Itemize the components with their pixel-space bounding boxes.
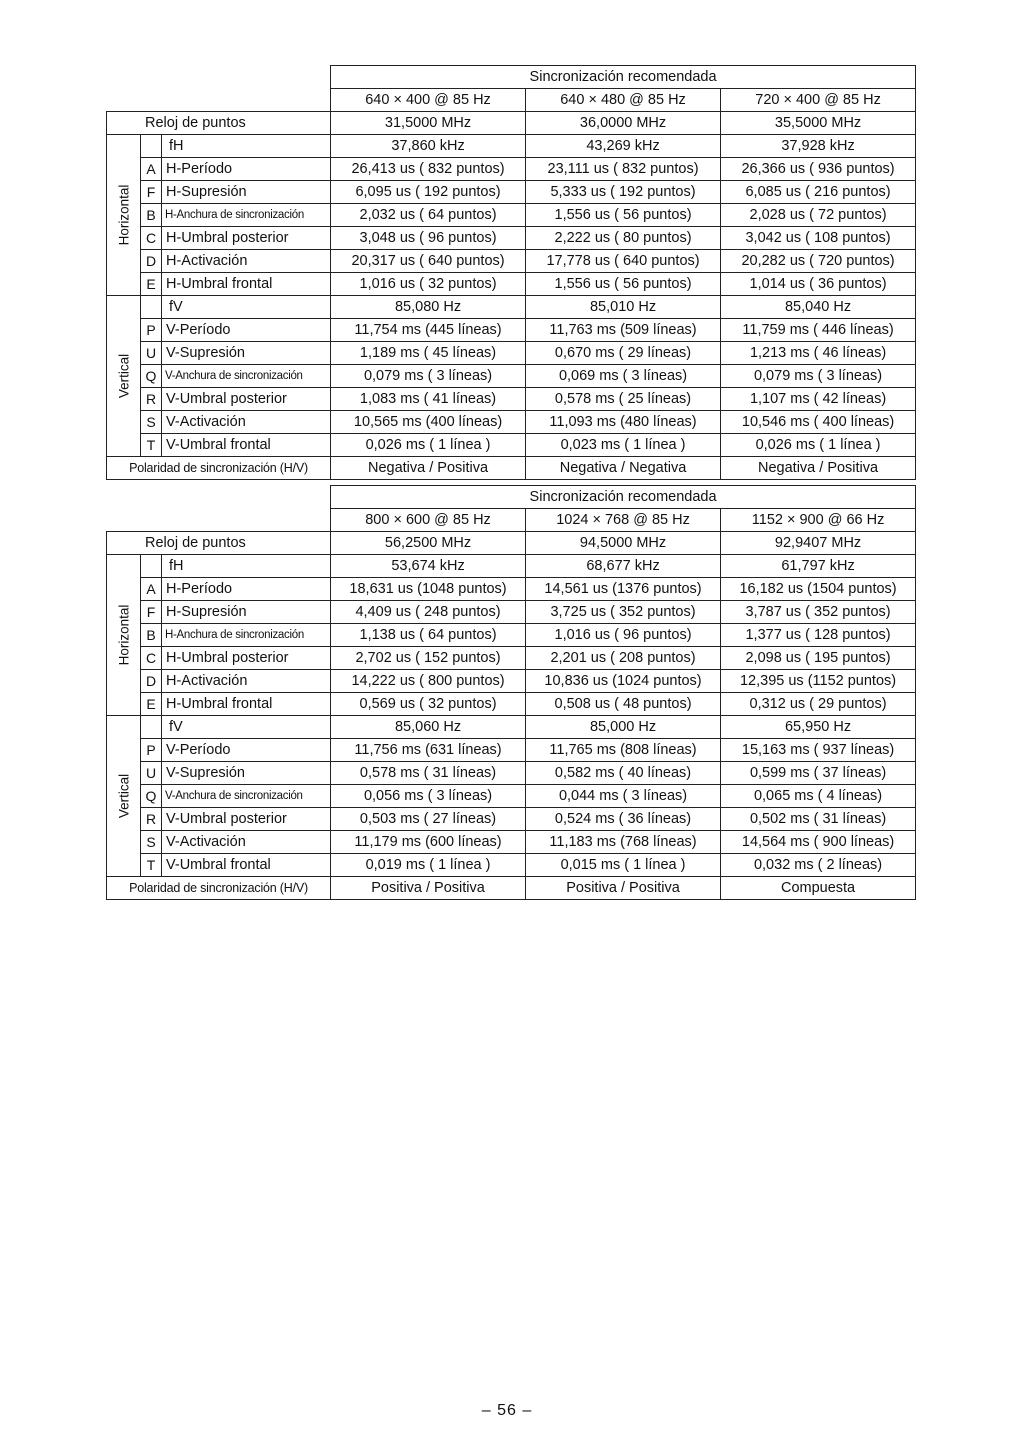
timing-value: 1,377 us ( 128 puntos) [721,624,916,647]
timing-letter: E [141,273,162,296]
timing-letter: B [141,204,162,227]
page-number: – 56 – [481,1402,533,1419]
horizontal-freq-label: fH [162,135,331,158]
timing-value: 26,366 us ( 936 puntos) [721,158,916,181]
timing-row [107,624,916,647]
dotclock-value: 31,5000 MHz [331,112,526,135]
horizontal-freq-value: 53,674 kHz [331,555,526,578]
timing-label: V-Supresión [162,762,331,785]
modes-row [107,89,916,112]
timing-label: V-Umbral posterior [162,808,331,831]
timing-letter: U [141,762,162,785]
timing-row [107,273,916,296]
timing-label: H-Umbral frontal [162,273,331,296]
timing-value: 11,765 ms (808 líneas) [526,739,721,762]
polarity-label: Polaridad de sincronización (H/V) [107,877,331,900]
timing-label: H-Activación [162,250,331,273]
timing-value: 17,778 us ( 640 puntos) [526,250,721,273]
polarity-row [107,877,916,900]
timing-letter: C [141,227,162,250]
timing-value: 0,026 ms ( 1 línea ) [721,434,916,457]
timing-value: 3,725 us ( 352 puntos) [526,601,721,624]
polarity-label: Polaridad de sincronización (H/V) [107,457,331,480]
timing-value: 12,395 us (1152 puntos) [721,670,916,693]
timing-value: 0,578 ms ( 31 líneas) [331,762,526,785]
horizontal-freq-value: 37,860 kHz [331,135,526,158]
dotclock-row [107,112,916,135]
timing-letter: Q [141,365,162,388]
timing-value: 1,189 ms ( 45 líneas) [331,342,526,365]
timing-row [107,319,916,342]
horizontal-freq-value: 68,677 kHz [526,555,721,578]
dotclock-label: Reloj de puntos [107,532,331,555]
horizontal-freq-value: 61,797 kHz [721,555,916,578]
vertical-side-label: Vertical [107,296,141,457]
timing-row [107,601,916,624]
timing-letter: F [141,181,162,204]
vertical-freq-value: 85,000 Hz [526,716,721,739]
timing-value: 4,409 us ( 248 puntos) [331,601,526,624]
timing-value: 6,085 us ( 216 puntos) [721,181,916,204]
horizontal-side-label: Horizontal [107,555,141,716]
vertical-freq-row [107,716,916,739]
timing-value: 20,317 us ( 640 puntos) [331,250,526,273]
timing-value: 10,565 ms (400 líneas) [331,411,526,434]
timing-table-1 [106,65,916,480]
polarity-value: Negativa / Negativa [526,457,721,480]
timing-row [107,181,916,204]
timing-value: 23,111 us ( 832 puntos) [526,158,721,181]
timing-value: 0,508 us ( 48 puntos) [526,693,721,716]
dotclock-value: 92,9407 MHz [721,532,916,555]
vertical-freq-value: 85,060 Hz [331,716,526,739]
timing-letter: C [141,647,162,670]
timing-value: 6,095 us ( 192 puntos) [331,181,526,204]
timing-value: 11,183 ms (768 líneas) [526,831,721,854]
timing-row [107,434,916,457]
timing-value: 11,179 ms (600 líneas) [331,831,526,854]
timing-value: 0,079 ms ( 3 líneas) [331,365,526,388]
timing-letter: B [141,624,162,647]
timing-value: 14,222 us ( 800 puntos) [331,670,526,693]
timing-value: 1,014 us ( 36 puntos) [721,273,916,296]
timing-label: V-Activación [162,831,331,854]
timing-value: 14,561 us (1376 puntos) [526,578,721,601]
timing-value: 1,213 ms ( 46 líneas) [721,342,916,365]
timing-value: 1,556 us ( 56 puntos) [526,204,721,227]
timing-letter: R [141,388,162,411]
timing-value: 0,569 us ( 32 puntos) [331,693,526,716]
vertical-freq-value: 85,010 Hz [526,296,721,319]
timing-label: V-Supresión [162,342,331,365]
header-row [107,66,916,89]
timing-label: V-Anchura de sincronización [162,365,331,388]
timing-row [107,411,916,434]
timing-letter: E [141,693,162,716]
timing-value: 1,138 us ( 64 puntos) [331,624,526,647]
polarity-value: Positiva / Positiva [526,877,721,900]
timing-value: 1,556 us ( 56 puntos) [526,273,721,296]
timing-label: H-Umbral posterior [162,227,331,250]
timing-letter: U [141,342,162,365]
horizontal-freq-row [107,555,916,578]
timing-value: 0,044 ms ( 3 líneas) [526,785,721,808]
timing-letter: T [141,854,162,877]
timing-value: 0,578 ms ( 25 líneas) [526,388,721,411]
timing-value: 0,582 ms ( 40 líneas) [526,762,721,785]
timing-label: H-Período [162,578,331,601]
timing-value: 10,546 ms ( 400 líneas) [721,411,916,434]
timing-letter: P [141,319,162,342]
timing-row [107,227,916,250]
timing-value: 16,182 us (1504 puntos) [721,578,916,601]
vertical-freq-label: fV [162,716,331,739]
timing-value: 3,787 us ( 352 puntos) [721,601,916,624]
timing-value: 15,163 ms ( 937 líneas) [721,739,916,762]
timing-row [107,785,916,808]
timing-row [107,670,916,693]
timing-value: 0,056 ms ( 3 líneas) [331,785,526,808]
dotclock-row [107,532,916,555]
polarity-value: Compuesta [721,877,916,900]
horizontal-freq-label: fH [162,555,331,578]
horizontal-freq-value: 43,269 kHz [526,135,721,158]
horizontal-side-label: Horizontal [107,135,141,296]
timing-label: H-Supresión [162,601,331,624]
timing-value: 0,026 ms ( 1 línea ) [331,434,526,457]
timing-letter: D [141,250,162,273]
timing-label: V-Umbral frontal [162,854,331,877]
dotclock-label: Reloj de puntos [107,112,331,135]
dotclock-value: 94,5000 MHz [526,532,721,555]
dotclock-value: 36,0000 MHz [526,112,721,135]
timing-value: 2,702 us ( 152 puntos) [331,647,526,670]
timing-value: 2,032 us ( 64 puntos) [331,204,526,227]
timing-row [107,854,916,877]
dotclock-value: 56,2500 MHz [331,532,526,555]
timing-value: 0,599 ms ( 37 líneas) [721,762,916,785]
mode-label: 640 × 480 @ 85 Hz [526,89,721,112]
timing-label: H-Umbral frontal [162,693,331,716]
timing-value: 2,098 us ( 195 puntos) [721,647,916,670]
timing-letter: T [141,434,162,457]
header-row [107,486,916,509]
polarity-value: Negativa / Positiva [721,457,916,480]
polarity-value: Negativa / Positiva [331,457,526,480]
timing-value: 2,222 us ( 80 puntos) [526,227,721,250]
timing-letter: D [141,670,162,693]
timing-value: 11,759 ms ( 446 líneas) [721,319,916,342]
timing-row [107,808,916,831]
recommended-sync-header: Sincronización recomendada [331,66,916,89]
polarity-value: Positiva / Positiva [331,877,526,900]
timing-row [107,158,916,181]
modes-row [107,509,916,532]
timing-label: H-Anchura de sincronización [162,624,331,647]
timing-value: 0,069 ms ( 3 líneas) [526,365,721,388]
timing-value: 18,631 us (1048 puntos) [331,578,526,601]
timing-row [107,739,916,762]
vertical-side-label: Vertical [107,716,141,877]
timing-value: 11,754 ms (445 líneas) [331,319,526,342]
timing-value: 0,503 ms ( 27 líneas) [331,808,526,831]
timing-table-2 [106,485,916,900]
timing-letter: R [141,808,162,831]
timing-row [107,388,916,411]
timing-value: 0,019 ms ( 1 línea ) [331,854,526,877]
timing-value: 0,065 ms ( 4 líneas) [721,785,916,808]
timing-label: H-Supresión [162,181,331,204]
dotclock-value: 35,5000 MHz [721,112,916,135]
timing-letter: Q [141,785,162,808]
vertical-freq-value: 65,950 Hz [721,716,916,739]
timing-value: 0,502 ms ( 31 líneas) [721,808,916,831]
recommended-sync-header: Sincronización recomendada [331,486,916,509]
timing-value: 0,032 ms ( 2 líneas) [721,854,916,877]
timing-value: 3,048 us ( 96 puntos) [331,227,526,250]
timing-row [107,647,916,670]
timing-row [107,250,916,273]
timing-value: 14,564 ms ( 900 líneas) [721,831,916,854]
timing-label: V-Umbral frontal [162,434,331,457]
timing-value: 2,028 us ( 72 puntos) [721,204,916,227]
timing-value: 0,524 ms ( 36 líneas) [526,808,721,831]
timing-label: V-Período [162,319,331,342]
timing-value: 26,413 us ( 832 puntos) [331,158,526,181]
timing-label: V-Activación [162,411,331,434]
timing-value: 5,333 us ( 192 puntos) [526,181,721,204]
timing-label: V-Anchura de sincronización [162,785,331,808]
timing-label: H-Umbral posterior [162,647,331,670]
timing-label: V-Período [162,739,331,762]
timing-value: 0,015 ms ( 1 línea ) [526,854,721,877]
horizontal-freq-value: 37,928 kHz [721,135,916,158]
timing-value: 11,756 ms (631 líneas) [331,739,526,762]
timing-row [107,831,916,854]
mode-label: 1152 × 900 @ 66 Hz [721,509,916,532]
timing-label: H-Anchura de sincronización [162,204,331,227]
timing-value: 1,016 us ( 32 puntos) [331,273,526,296]
timing-value: 0,670 ms ( 29 líneas) [526,342,721,365]
timing-value: 2,201 us ( 208 puntos) [526,647,721,670]
timing-letter: S [141,411,162,434]
timing-value: 10,836 us (1024 puntos) [526,670,721,693]
mode-label: 640 × 400 @ 85 Hz [331,89,526,112]
timing-row [107,342,916,365]
timing-value: 0,079 ms ( 3 líneas) [721,365,916,388]
timing-value: 0,312 us ( 29 puntos) [721,693,916,716]
timing-letter: S [141,831,162,854]
timing-value: 1,083 ms ( 41 líneas) [331,388,526,411]
timing-value: 11,763 ms (509 líneas) [526,319,721,342]
timing-letter: A [141,158,162,181]
timing-label: V-Umbral posterior [162,388,331,411]
timing-value: 0,023 ms ( 1 línea ) [526,434,721,457]
timing-value: 20,282 us ( 720 puntos) [721,250,916,273]
timing-value: 3,042 us ( 108 puntos) [721,227,916,250]
timing-row [107,365,916,388]
timing-value: 1,107 ms ( 42 líneas) [721,388,916,411]
vertical-freq-value: 85,080 Hz [331,296,526,319]
timing-label: H-Activación [162,670,331,693]
vertical-freq-label: fV [162,296,331,319]
timing-value: 11,093 ms (480 líneas) [526,411,721,434]
mode-label: 800 × 600 @ 85 Hz [331,509,526,532]
timing-label: H-Período [162,158,331,181]
timing-row [107,693,916,716]
timing-letter: P [141,739,162,762]
timing-row [107,762,916,785]
timing-letter: A [141,578,162,601]
polarity-row [107,457,916,480]
horizontal-freq-row [107,135,916,158]
mode-label: 720 × 400 @ 85 Hz [721,89,916,112]
vertical-freq-row [107,296,916,319]
mode-label: 1024 × 768 @ 85 Hz [526,509,721,532]
timing-letter: F [141,601,162,624]
timing-row [107,204,916,227]
timing-value: 1,016 us ( 96 puntos) [526,624,721,647]
timing-row [107,578,916,601]
vertical-freq-value: 85,040 Hz [721,296,916,319]
